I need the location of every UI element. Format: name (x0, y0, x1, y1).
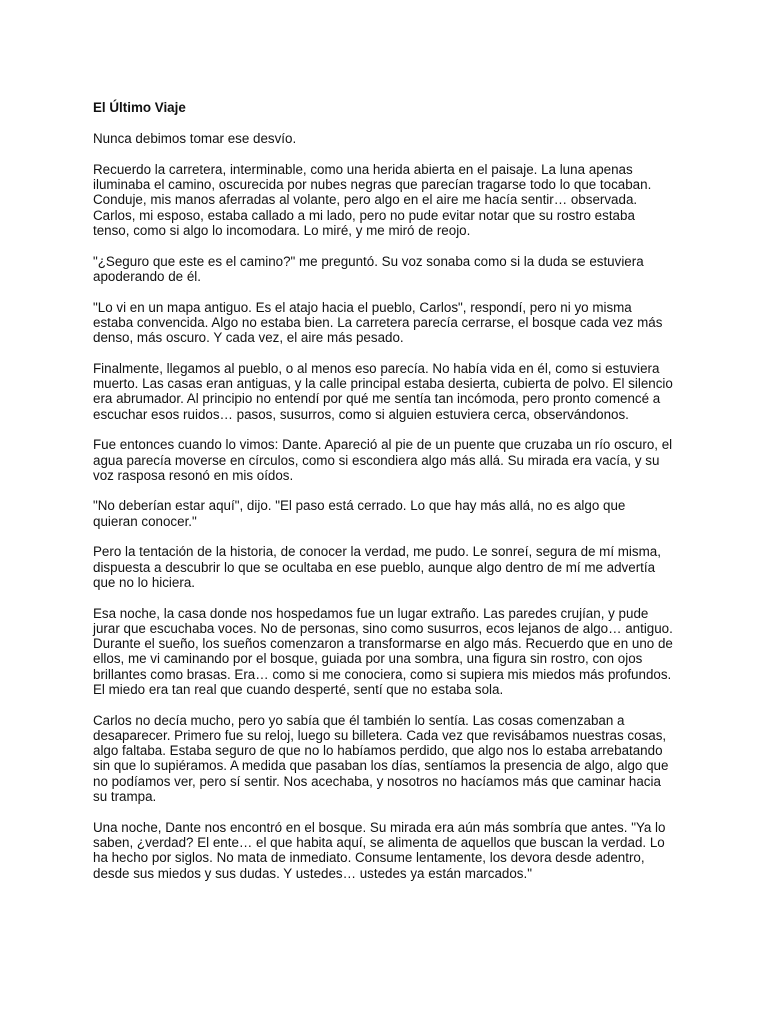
paragraph-8: Pero la tentación de la historia, de conocer la verdad, me pudo. Le sonreí, segura de mí misma, dispuesta a descubrir lo que se ocultaba en ese pueblo, aunque algo dentro de mí me advertía que no lo hiciera. (93, 544, 661, 590)
paragraph-1: Nunca debimos tomar ese desvío. (93, 131, 297, 147)
paragraph-5: Finalmente, llegamos al pueblo, o al menos eso parecía. No había vida en él, como si estuviera muerto. Las casas eran antiguas, y la calle principal estaba desierta, cubierta de polvo. El silencio era abrumador. Al principio no entendí por qué me sentía tan incómoda, pero pronto comencé a escuchar esos ruidos… pasos, susurros, como si alguien estuviera cerca, observándonos. (93, 360, 673, 422)
paragraph-10: Carlos no decía mucho, pero yo sabía que él también lo sentía. Las cosas comenzaban a desaparecer. Primero fue su reloj, luego su billetera. Cada vez que revisábamos nuestras cosas, algo faltaba. Estaba seguro de que no lo habíamos perdido, que algo nos lo estaba arrebatando sin que lo supiéramos. A medida que pasaban los días, sentíamos la presencia de algo, algo que no podíamos ver, pero sí sentir. Nos acechaba, y nosotros no hacíamos más que caminar hacia su trampa. (93, 712, 669, 805)
paragraph-4: "Lo vi en un mapa antiguo. Es el atajo hacia el pueblo, Carlos", respondí, pero ni yo misma estaba convencida. Algo no estaba bien. La carretera parecía cerrarse, el bosque cada vez más denso, más oscuro. Y cada vez, el aire más pesado. (93, 299, 663, 346)
paragraph-11: Una noche, Dante nos encontró en el bosque. Su mirada era aún más sombría que antes. "Ya lo saben, ¿verdad? El ente… el que habita aquí, se alimenta de aquellos que buscan la verdad. Lo ha hecho por siglos. No mata de inmediato. Consume lentamente, los devora desde adentro, desde sus miedos y sus dudas. Y ustedes… ustedes ya están marcados." (93, 819, 666, 881)
paragraph-9: Esa noche, la casa donde nos hospedamos fue un lugar extraño. Las paredes crujían, y pude jurar que escuchaba voces. No de personas, sino como susurros, ecos lejanos de algo… antiguo. Durante el sueño, los sueños comenzaron a transformarse en algo más. Recuerdo que en uno de ellos, me vi caminando por el bosque, guiada por una sombra, una figura sin rostro, con ojos brillantes como brasas. Era… como si me conociera, como si supiera mis miedos más profundos. El miedo era tan real que cuando desperté, sentí que no estaba sola. (93, 605, 673, 697)
document-body (93, 100, 673, 896)
paragraph-3: "¿Seguro que este es el camino?" me preguntó. Su voz sonaba como si la duda se estuviera apoderando de él. (93, 253, 644, 284)
paragraph-2: Recuerdo la carretera, interminable, como una herida abierta en el paisaje. La luna apenas iluminaba el camino, oscurecida por nubes negras que parecían tragarse todo lo que tocaban. Conduje, mis manos aferradas al volante, pero algo en el aire me hacía sentir… observada. Carlos, mi esposo, estaba callado a mi lado, pero no pude evitar notar que su rostro estaba tenso, como si algo lo incomodara. Lo miré, y me miró de reojo. (93, 161, 652, 239)
paragraph-6: Fue entonces cuando lo vimos: Dante. Apareció al pie de un puente que cruzaba un río oscuro, el agua parecía moverse en círculos, como si escondiera algo más allá. Su mirada era vacía, y su voz rasposa resonó en mis oídos. (93, 437, 673, 483)
document-title: El Último Viaje (93, 100, 186, 115)
paragraph-7: "No deberían estar aquí", dijo. "El paso está cerrado. Lo que hay más allá, no es algo que quieran conocer." (93, 498, 626, 529)
